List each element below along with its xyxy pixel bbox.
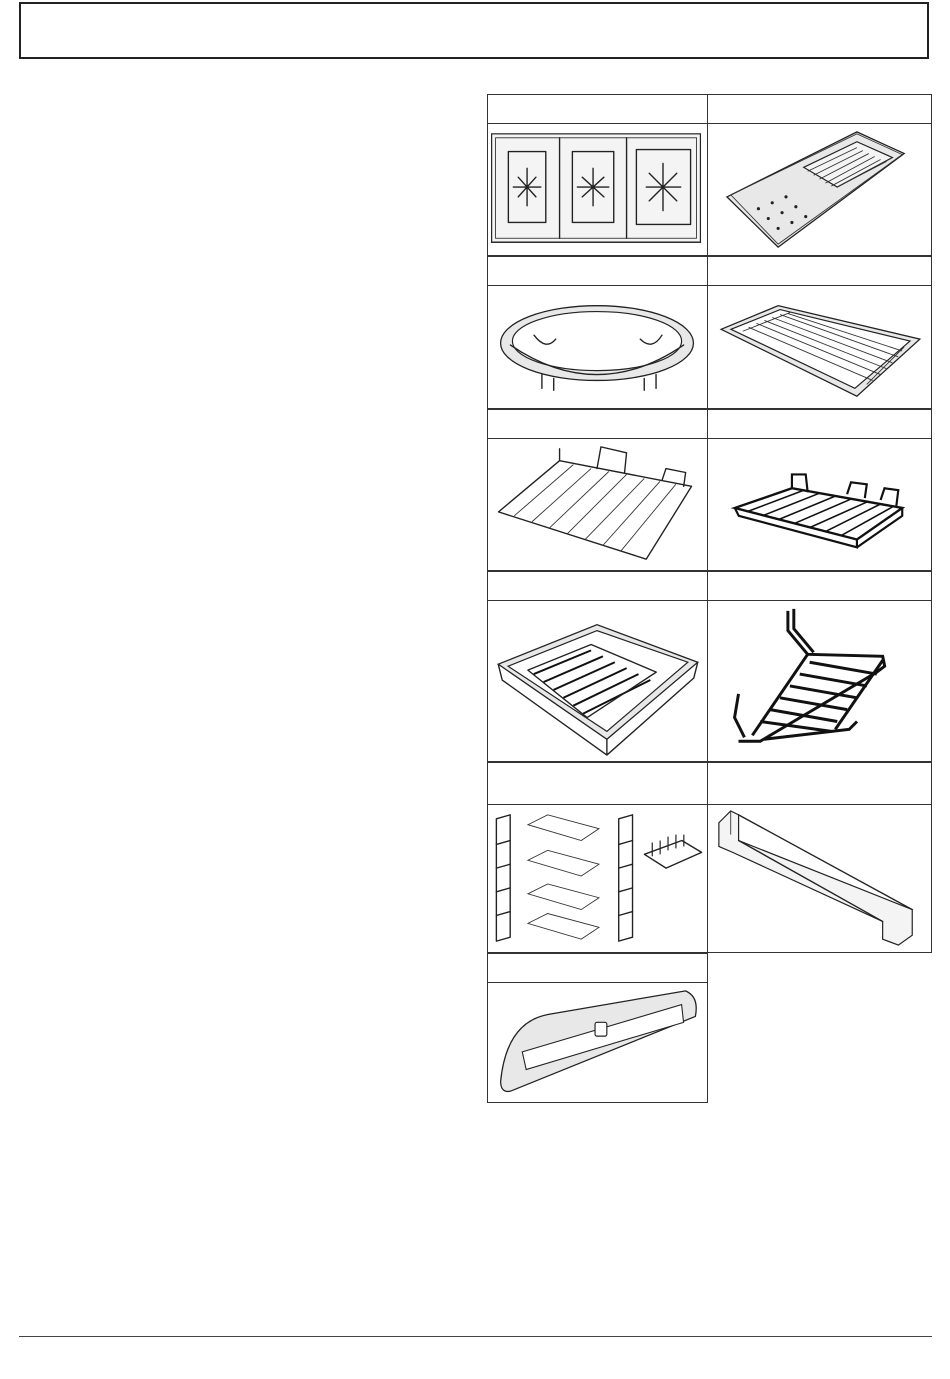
wok-ring-icon (487, 285, 708, 409)
telescopic-runners-icon (487, 804, 708, 953)
accessory-cell (708, 256, 932, 409)
accessory-label (487, 409, 708, 438)
accessory-cell (487, 409, 708, 571)
accessory-cell (708, 571, 932, 762)
rotisserie-rack-icon (708, 600, 932, 762)
accessory-cell (487, 94, 708, 256)
accessory-row (487, 409, 932, 571)
empty-label (708, 953, 932, 982)
accessory-row (487, 953, 932, 1103)
accessory-cell (487, 953, 708, 1103)
accessory-label (487, 953, 708, 982)
accessory-cell (487, 762, 708, 953)
accessory-label (487, 571, 708, 600)
accessory-cell (708, 762, 932, 953)
burner-grates-icon (487, 123, 708, 256)
accessory-label (708, 762, 932, 804)
accessory-row (487, 256, 932, 409)
oven-shelf-icon (487, 438, 708, 571)
accessory-label (487, 256, 708, 285)
accessory-row (487, 571, 932, 762)
accessory-label (708, 94, 932, 123)
low-oven-shelf-icon (708, 438, 932, 571)
accessory-cell (487, 571, 708, 762)
accessory-label (708, 256, 932, 285)
accessory-cell-empty (708, 953, 932, 1103)
accessories-grid (487, 94, 932, 1103)
accessory-label (708, 571, 932, 600)
accessory-label (708, 409, 932, 438)
accessory-label (487, 94, 708, 123)
accessory-cell (708, 409, 932, 571)
roasting-pan-icon (487, 600, 708, 762)
footer-rule (19, 1336, 932, 1337)
griddle-plate-icon (708, 123, 932, 256)
handrail-bar-icon (708, 804, 932, 953)
accessory-cell (708, 94, 932, 256)
accessory-cell (487, 256, 708, 409)
accessory-label (487, 762, 708, 804)
header-box (19, 2, 929, 59)
accessory-row (487, 762, 932, 953)
door-handle-icon (487, 982, 708, 1103)
accessory-row (487, 94, 932, 256)
grill-pan-icon (708, 285, 932, 409)
